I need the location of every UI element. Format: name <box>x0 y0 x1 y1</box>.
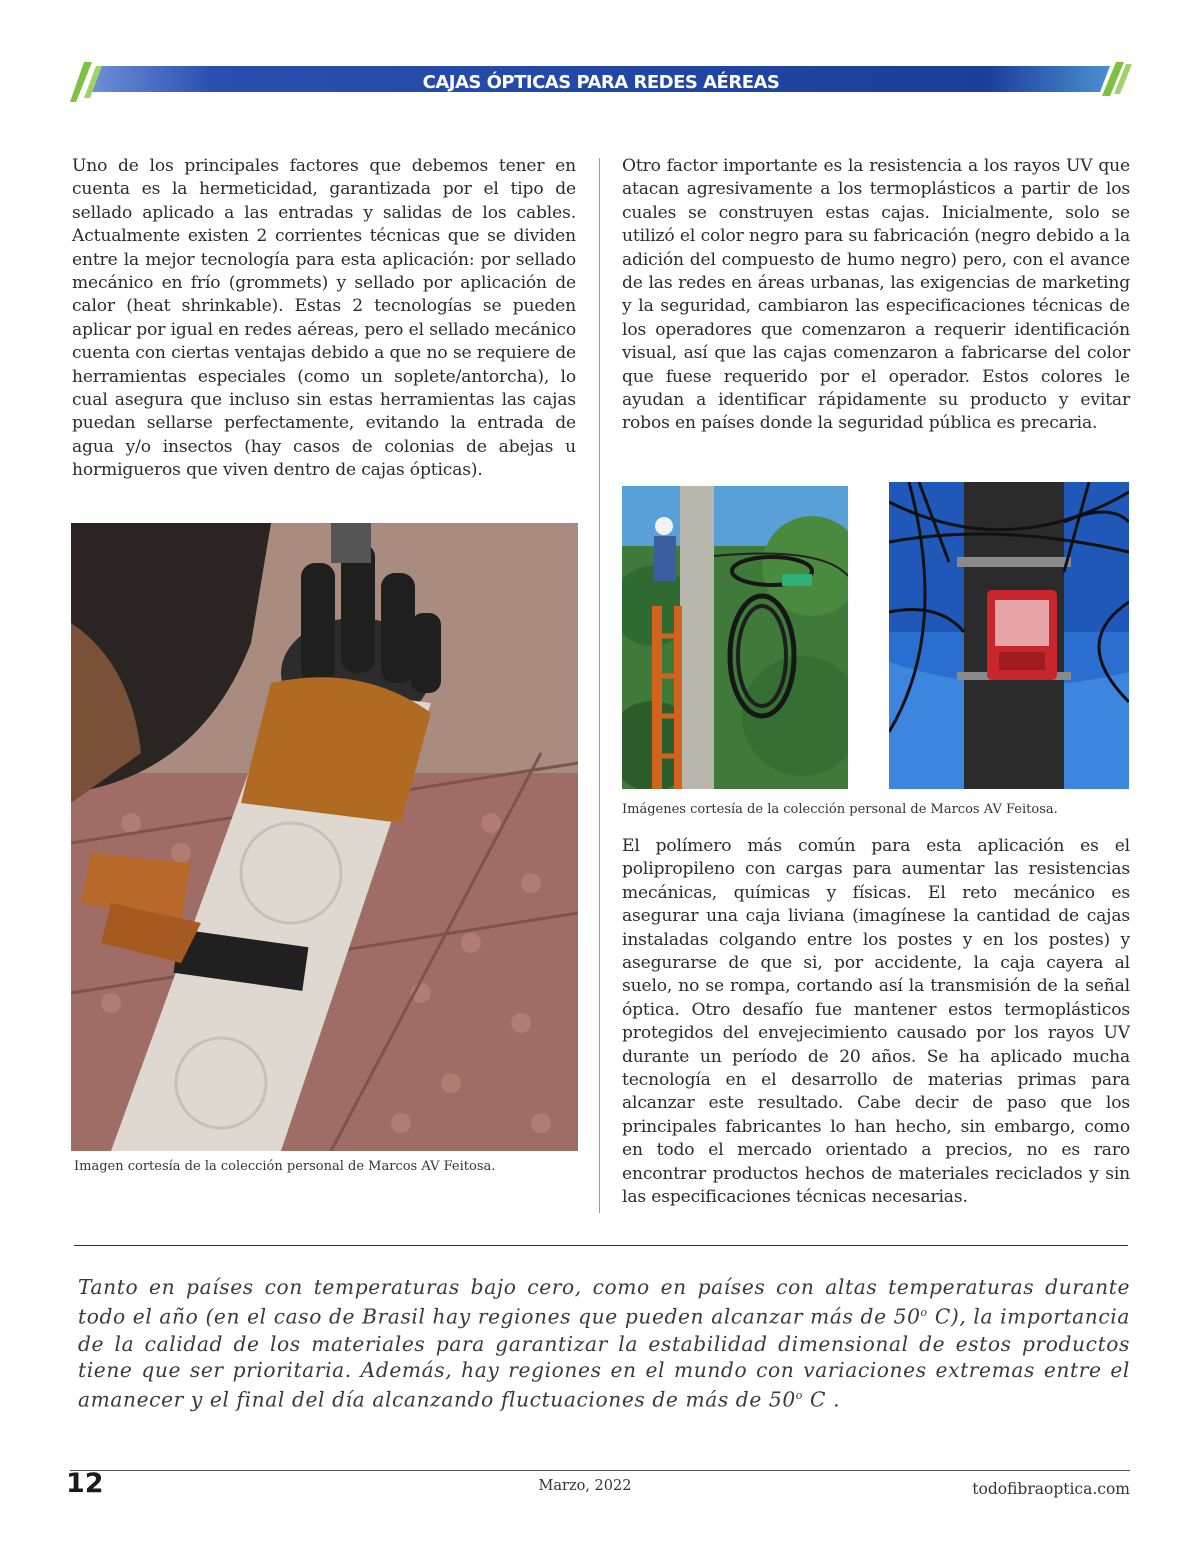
quote-text-3: C . <box>803 1388 841 1413</box>
right-column-bottom <box>622 835 1130 1210</box>
left-image-caption: Imagen cortesía de la colección personal de Marcos AV Feitosa. <box>74 1159 496 1174</box>
right-paragraph-2: El polímero más común para esta aplicación es el polipropileno con cargas para aumentar las resistencias mecánicas, químicas y físicas. El reto mecánico es asegurar una caja liviana (imagínese la cantidad de cajas instaladas colgando entre los postes y en los postes) y asegurarse de que si, por accidente, la caja cayera al suelo, no se rompa, cortando así la transmisión de la señal óptica. Otro desafío fue mantener estos termoplásticos protegidos del envejecimiento causado por los rayos UV durante un período de 20 años. Se ha aplicado mucha tecnología en el desarrollo de materias primas para alcanzar este resultado. Cabe decir de paso que los principales fabricantes lo han hecho, sin embargo, como en todo el mercado orientado a precios, no es raro encontrar productos hechos de materiales reciclados y sin las especificaciones técnicas necesarias. <box>622 836 1130 1208</box>
right-column-top <box>622 155 1130 436</box>
red-box-pole-photo <box>889 482 1129 789</box>
pull-quote <box>78 1274 1130 1414</box>
technician-pole-photo <box>622 486 848 789</box>
page-number: 12 <box>66 1468 104 1499</box>
website-link[interactable]: todofibraoptica.com <box>972 1480 1130 1498</box>
left-paragraph: Uno de los principales factores que debemos tener en cuenta es la hermeticidad, garantizada por el tipo de sellado aplicado a las entradas y salidas de los cables. Actualmente existen 2 corrientes técnicas que se dividen entre la mejor tecnología para esta aplicación: por sellado mecánico en frío (grommets) y sellado por aplicación de calor (heat shrinkable). Estas 2 tecnologías se pueden aplicar por igual en redes aéreas, pero el sellado mecánico cuenta con ciertas ventajas debido a que no se requiere de herramientas especiales (como un soplete/antorcha), lo cual asegura que incluso sin estas herramientas las cajas puedan sellarse perfectamente, evitando la entrada de agua y/o insectos (hay casos de colonias de abejas u hormigueros que viven dentro de cajas ópticas). <box>72 156 576 481</box>
header-title: CAJAS ÓPTICAS PARA REDES AÉREAS <box>422 72 780 93</box>
right-paragraph-1: Otro factor importante es la resistencia a los rayos UV que atacan agresivamente a los termoplásticos a partir de los cuales se construyen estas cajas. Inicialmente, solo se utilizó el color negro para su fabricación (negro debido a la adición del compuesto de humo negro) pero, con el avance de las redes en áreas urbanas, las exigencias de marketing y la seguridad, cambiaron las especificaciones técnicas de los operadores que comenzaron a requerir identificación visual, así que las cajas comenzaron a fabricarse del color que fuese requerido por el operador. Estos colores le ayudan a identificar rápidamente su producto y evitar robos en países donde la seguridad pública es precaria. <box>622 156 1130 434</box>
quote-top-rule <box>74 1245 1128 1246</box>
quote-text-2: C), la importancia de la calidad de los materiales para garantizar la estabilidad dimensional de estos productos tiene que ser prioritaria. Además, hay regiones en el mundo con variaciones extremas entre el amanecer y el final del día alcanzando fluctuaciones de más de 50 <box>78 1305 1130 1413</box>
degree-superscript-1: o <box>920 1306 928 1320</box>
issue-date: Marzo, 2022 <box>538 1478 632 1494</box>
splice-closure-photo <box>71 523 578 1151</box>
left-column <box>72 155 576 483</box>
column-divider <box>599 158 600 1213</box>
header-banner <box>70 62 1132 102</box>
degree-superscript-2: o <box>795 1389 804 1403</box>
quote-text-1: Tanto en países con temperaturas bajo cero, como en países con altas temperaturas durante todo el año (en el caso de Brasil hay regiones que pueden alcanzar más de 50 <box>78 1275 1130 1330</box>
footer-rule <box>70 1470 1130 1471</box>
right-images-caption: Imágenes cortesía de la colección personal de Marcos AV Feitosa. <box>622 802 1058 817</box>
